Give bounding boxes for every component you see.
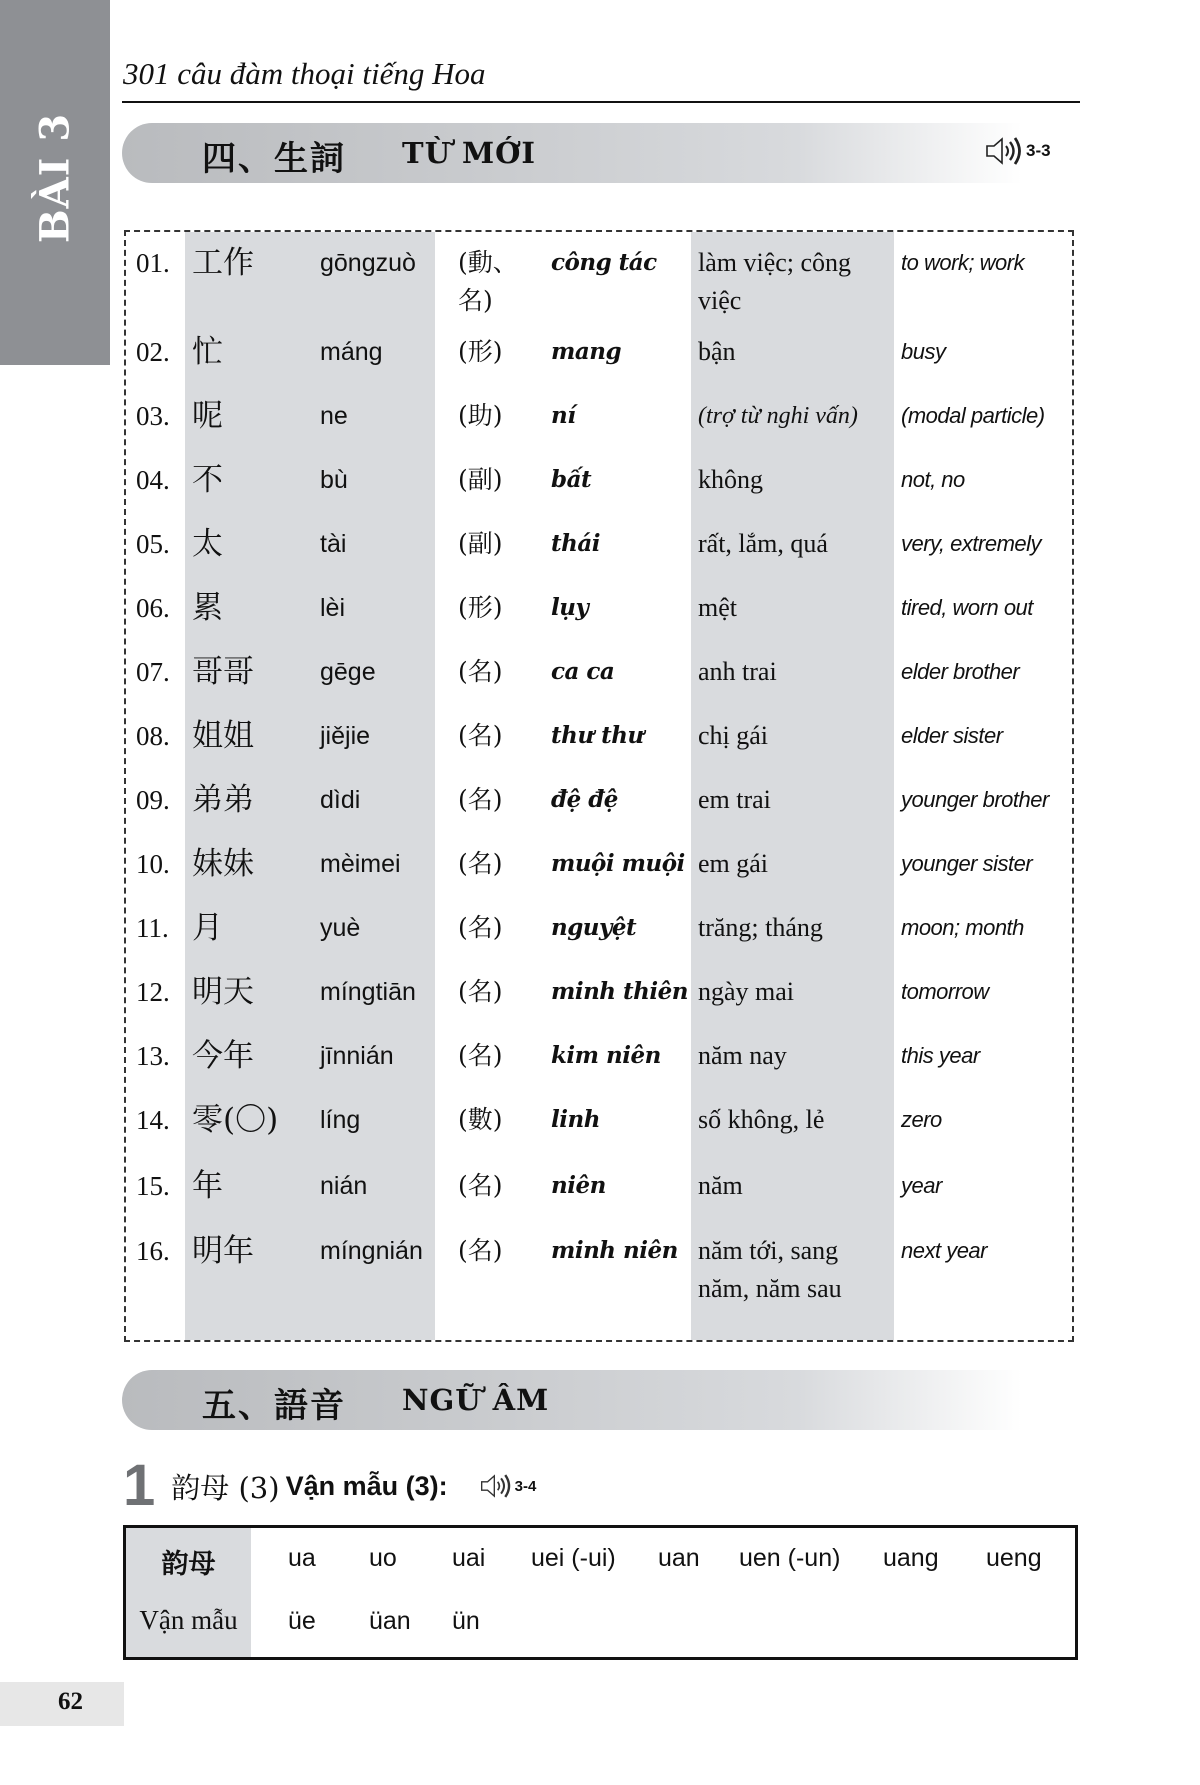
vocab-part-of-speech: (名) xyxy=(458,1236,503,1265)
vocab-hanviet: niên xyxy=(551,1172,606,1199)
vocab-english: tired, worn out xyxy=(901,595,1033,620)
section-title-cn: 五、語音 xyxy=(202,1386,346,1426)
vocab-number: 14. xyxy=(136,1105,170,1135)
vocab-vietnamese: em gái xyxy=(698,849,769,878)
vocab-number: 10. xyxy=(136,849,170,879)
vocab-part-of-speech: (助) xyxy=(458,401,503,430)
vocab-vietnamese: không xyxy=(698,465,763,494)
vocab-pinyin: líng xyxy=(320,1106,361,1134)
vocab-pinyin: tài xyxy=(320,530,347,558)
vocab-hanzi: 月 xyxy=(192,910,223,946)
vocab-pinyin: gēge xyxy=(320,658,376,686)
audio-track-label: 3-4 xyxy=(514,1477,537,1495)
lesson-side-tab xyxy=(0,0,110,365)
vocab-pinyin: dìdi xyxy=(320,786,361,814)
vocabulary-table xyxy=(124,230,1074,1342)
vocab-hanviet: đệ đệ xyxy=(551,786,618,813)
vocab-english: younger brother xyxy=(901,787,1049,812)
vocab-hanviet: lụy xyxy=(551,594,589,621)
vocab-pinyin: nián xyxy=(320,1172,368,1200)
vocab-number: 16. xyxy=(136,1236,170,1266)
vocab-part-of-speech: (副) xyxy=(458,529,503,558)
vocab-number: 07. xyxy=(136,657,170,687)
vocab-vietnamese: trăng; tháng xyxy=(698,913,823,942)
finals-label-vn: Vận mẫu xyxy=(139,1605,238,1635)
vocab-english: not, no xyxy=(901,467,965,492)
vocab-hanzi: 累 xyxy=(192,590,223,626)
vocab-pinyin: yuè xyxy=(320,914,361,942)
final-uo: uo xyxy=(369,1544,397,1572)
vocab-vietnamese: năm xyxy=(698,1171,743,1200)
vocab-part-of-speech: (名) xyxy=(458,1041,503,1070)
vocab-hanzi: 太 xyxy=(192,526,223,562)
audio-track-3-4[interactable] xyxy=(480,1473,537,1499)
vocab-hanzi: 呢 xyxy=(192,398,223,434)
vocab-part-of-speech: (名) xyxy=(458,721,503,750)
vocab-vietnamese: (trợ từ nghi vấn) xyxy=(698,403,858,429)
vocab-hanviet: minh thiên xyxy=(551,978,688,1005)
vocab-part-of-speech: (動、名) xyxy=(458,248,518,315)
vocab-english: busy xyxy=(901,339,946,364)
vocab-hanviet: kim niên xyxy=(551,1042,661,1069)
vocab-part-of-speech: (名) xyxy=(458,913,503,942)
vocab-english: tomorrow xyxy=(901,979,989,1004)
vocab-hanviet: bất xyxy=(551,466,592,493)
vocab-hanzi: 忙 xyxy=(192,334,223,370)
finals-label-cn: 韵母 xyxy=(161,1549,216,1580)
vocab-english: very, extremely xyxy=(901,531,1042,556)
vocab-english: elder brother xyxy=(901,659,1020,684)
vocab-hanviet: thư thư xyxy=(551,722,644,749)
section-title-vn: NGỮ ÂM xyxy=(402,1383,550,1417)
vocab-english: year xyxy=(901,1173,942,1198)
vocab-vietnamese: mệt xyxy=(698,593,737,622)
final-uang: uang xyxy=(883,1544,939,1572)
subsection-title-cn: 韵母 (3) xyxy=(171,1470,280,1505)
vocab-number: 02. xyxy=(136,337,170,367)
vocab-pinyin: míngtiān xyxy=(320,978,416,1006)
vocab-english: next year xyxy=(901,1238,987,1263)
vocab-number: 01. xyxy=(136,248,170,278)
section-title-cn: 四、生詞 xyxy=(202,139,346,179)
vocab-english: to work; work xyxy=(901,250,1025,275)
speaker-icon xyxy=(985,136,1023,166)
page-number-box xyxy=(0,1682,124,1726)
vocab-number: 09. xyxy=(136,785,170,815)
vocab-hanzi: 妹妹 xyxy=(192,846,254,882)
final-un: ün xyxy=(452,1607,480,1635)
final-ue: üe xyxy=(288,1607,316,1635)
vocab-vietnamese: số không, lẻ xyxy=(698,1105,825,1134)
vocab-hanzi: 弟弟 xyxy=(192,782,254,818)
vocab-number: 05. xyxy=(136,529,170,559)
vocab-pinyin: mèimei xyxy=(320,850,401,878)
vocab-hanzi: 哥哥 xyxy=(192,654,254,690)
vocab-vietnamese: anh trai xyxy=(698,657,777,686)
vocab-pinyin: jiějie xyxy=(320,722,371,750)
section-title-vn: TỪ MỚI xyxy=(402,136,536,170)
vocab-part-of-speech: (名) xyxy=(458,785,503,814)
vocab-hanzi: 年 xyxy=(192,1168,223,1204)
vocab-pinyin: jīnnián xyxy=(320,1042,394,1070)
vocab-vietnamese: làm việc; công việc xyxy=(698,248,852,315)
vocab-hanviet: ca ca xyxy=(551,658,615,685)
audio-track-3-3[interactable] xyxy=(985,136,1051,166)
vocab-part-of-speech: (名) xyxy=(458,657,503,686)
vocab-hanviet: linh xyxy=(551,1106,600,1133)
final-ua: ua xyxy=(288,1544,316,1572)
vocab-hanviet: ní xyxy=(551,402,576,429)
vocab-vietnamese: bận xyxy=(698,337,736,366)
vocab-vietnamese: em trai xyxy=(698,785,771,814)
lesson-label: BÀI 3 xyxy=(31,112,79,244)
page-number: 62 xyxy=(58,1688,83,1715)
vocab-part-of-speech: (副) xyxy=(458,465,503,494)
vocab-hanzi: 今年 xyxy=(192,1038,254,1074)
vocab-part-of-speech: (名) xyxy=(458,977,503,1006)
vocab-number: 11. xyxy=(136,913,169,943)
vocab-pinyin: máng xyxy=(320,338,383,366)
vocab-part-of-speech: (數) xyxy=(458,1105,503,1134)
vocab-part-of-speech: (名) xyxy=(458,1171,503,1200)
vocab-english: this year xyxy=(901,1043,980,1068)
vocab-hanviet: thái xyxy=(551,530,600,557)
vocab-hanviet: minh niên xyxy=(551,1237,678,1264)
subsection-heading xyxy=(123,1453,537,1518)
vocab-part-of-speech: (名) xyxy=(458,849,503,878)
vocab-hanviet: công tác xyxy=(551,249,657,276)
final-uei: uei (-ui) xyxy=(531,1544,616,1572)
subsection-number: 1 xyxy=(123,1453,156,1518)
vocab-number: 08. xyxy=(136,721,170,751)
vocab-english: moon; month xyxy=(901,915,1024,940)
vocab-pinyin: míngnián xyxy=(320,1237,423,1265)
vocab-hanviet: mang xyxy=(551,338,622,365)
vocab-vietnamese: chị gái xyxy=(698,721,769,750)
section-banner-phonetics xyxy=(122,1370,1022,1430)
vocab-number: 13. xyxy=(136,1041,170,1071)
vocab-hanviet: nguyệt xyxy=(551,914,637,941)
vocab-pinyin: bù xyxy=(320,466,348,494)
final-uan-umlaut: üan xyxy=(369,1607,411,1635)
finals-table xyxy=(123,1525,1078,1660)
vocab-number: 15. xyxy=(136,1171,170,1201)
vocab-part-of-speech: (形) xyxy=(458,593,503,622)
final-uen: uen (-un) xyxy=(739,1544,841,1572)
vocab-english: (modal particle) xyxy=(901,403,1045,428)
vocab-hanzi: 姐姐 xyxy=(192,718,254,754)
vocab-english: zero xyxy=(901,1107,942,1132)
vocab-hanzi: 不 xyxy=(192,462,223,498)
vocab-pinyin: ne xyxy=(320,402,348,430)
vocab-part-of-speech: (形) xyxy=(458,337,503,366)
subsection-title-vn: Vận mẫu (3): xyxy=(285,1470,448,1501)
vocab-english: younger sister xyxy=(901,851,1033,876)
vocab-number: 04. xyxy=(136,465,170,495)
audio-track-label: 3-3 xyxy=(1026,141,1051,160)
vocab-number: 06. xyxy=(136,593,170,623)
vocab-hanzi: 工作 xyxy=(192,245,254,281)
vocab-number: 03. xyxy=(136,401,170,431)
vocab-vietnamese: năm nay xyxy=(698,1041,787,1070)
vocab-vietnamese: rất, lắm, quá xyxy=(698,529,828,558)
vocab-pinyin: gōngzuò xyxy=(320,249,416,277)
final-ueng: ueng xyxy=(986,1544,1042,1572)
header-rule xyxy=(122,101,1080,103)
final-uan: uan xyxy=(658,1544,700,1572)
final-uai: uai xyxy=(452,1544,486,1572)
vocab-pinyin: lèi xyxy=(320,594,346,622)
vocab-number: 12. xyxy=(136,977,170,1007)
book-title: 301 câu đàm thoại tiếng Hoa xyxy=(123,56,486,91)
vocab-hanzi: 零(〇) xyxy=(192,1102,279,1138)
vocab-hanzi: 明年 xyxy=(192,1233,254,1269)
vocab-hanviet: muội muội xyxy=(551,850,685,877)
vocab-vietnamese: ngày mai xyxy=(698,977,795,1006)
vocab-hanzi: 明天 xyxy=(192,974,254,1010)
section-banner-new-words xyxy=(122,123,1022,183)
speaker-icon xyxy=(480,1473,512,1499)
vocab-english: elder sister xyxy=(901,723,1003,748)
vocab-vietnamese: năm tới, sang năm, năm sau xyxy=(698,1236,842,1303)
